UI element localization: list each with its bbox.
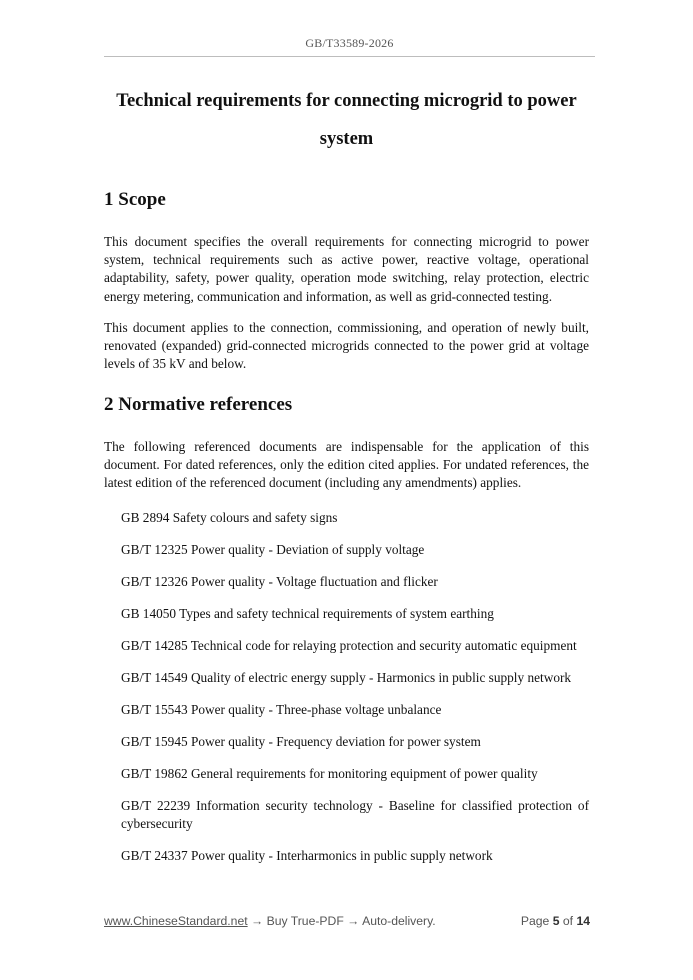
reference-item: GB/T 24337 Power quality - Interharmonics in public supply network (121, 848, 493, 864)
section-heading-scope: 1 Scope (104, 189, 166, 210)
site-link[interactable]: www.ChineseStandard.net (104, 914, 248, 928)
page-label: Page (520, 914, 550, 928)
reference-item: GB 2894 Safety colours and safety signs (121, 510, 338, 525)
references-list (121, 509, 589, 879)
running-header: GB/T33589-2026 (305, 36, 394, 50)
references-intro-paragraph: The following referenced documents are indispensable for the application of this document. For dated references, only the edition cited applies. For undated references, the latest edition of the referenced document (including any amendments) applies. (104, 439, 589, 491)
header-rule (104, 56, 595, 57)
reference-item: GB/T 14549 Quality of electric energy supply - Harmonics in public supply network (121, 670, 572, 685)
page-number (521, 914, 590, 928)
title-line-2: system (319, 129, 374, 149)
reference-item: GB/T 15543 Power quality - Three-phase voltage unbalance (121, 702, 442, 717)
footer-tagline: → Buy True-PDF → Auto-delivery. (247, 914, 436, 928)
page-current: 5 (552, 914, 560, 928)
scope-paragraph-1: This document specifies the overall requirements for connecting microgrid to power system, technical requirements such as active power, reactive voltage, operational adaptability, safety, power quality, operation mode switching, relay protection, electric energy metering, communication and information, as well as grid-connected testing. (104, 234, 589, 304)
page-total: 14 (576, 914, 590, 928)
reference-item: GB/T 12326 Power quality - Voltage fluctuation and flicker (121, 574, 438, 589)
reference-item: GB 14050 Types and safety technical requirements of system earthing (121, 606, 494, 621)
scope-paragraph-2: This document applies to the connection, commissioning, and operation of newly built, renovated (expanded) grid-connected microgrids connected to the power grid at voltage levels of 35 kV and below. (104, 320, 589, 372)
reference-item: GB/T 22239 Information security technology - Baseline for classified protection of cybersecurity (121, 798, 589, 832)
footer-promo (104, 914, 436, 928)
reference-item: GB/T 15945 Power quality - Frequency deviation for power system (121, 734, 481, 749)
reference-item: GB/T 19862 General requirements for monitoring equipment of power quality (121, 766, 538, 781)
section-heading-normative-references: 2 Normative references (104, 394, 293, 415)
document-title (104, 82, 589, 158)
title-line-1: Technical requirements for connecting microgrid to power (116, 91, 577, 111)
page-of: of (562, 914, 574, 928)
reference-item: GB/T 14285 Technical code for relaying protection and security automatic equipment (121, 638, 577, 653)
reference-item: GB/T 12325 Power quality - Deviation of supply voltage (121, 542, 425, 557)
